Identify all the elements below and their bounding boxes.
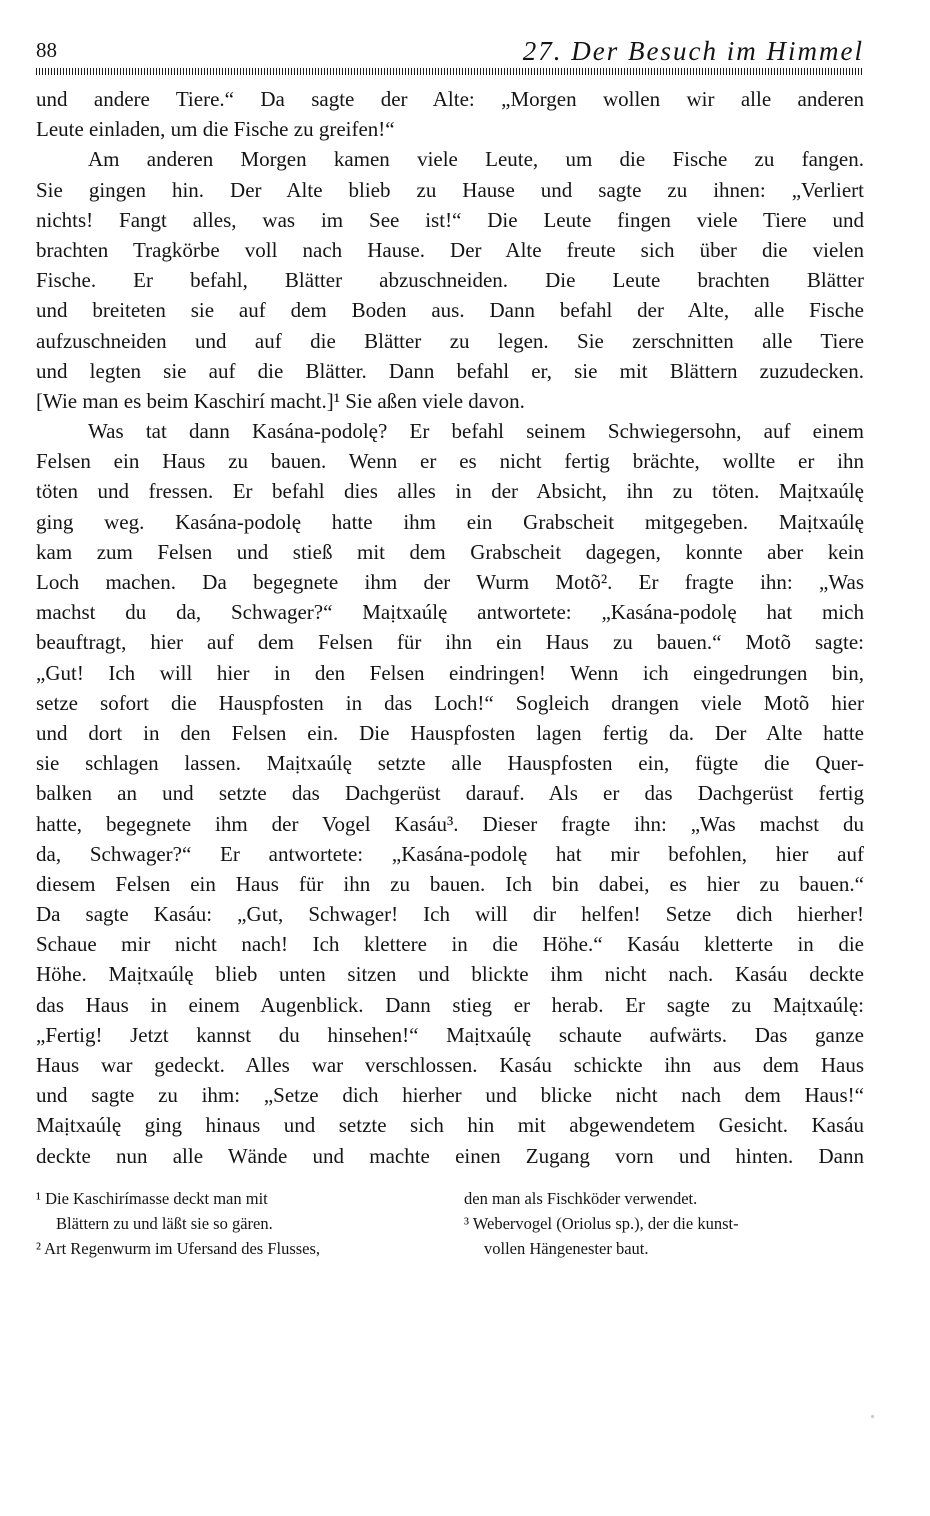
text-line: Leute einladen, um die Fische zu greifen!“ [36,117,395,142]
text-line: das Haus in einem Augenblick. Dann stieg er herab. Er sagte zu Maịtxaúlę: [36,992,864,1017]
text-line: Am anderen Morgen kamen viele Leute, um die Fische zu fangen. [88,147,864,172]
text-line: [Wie man es beim Kaschirí macht.]¹ Sie aßen viele davon. [36,388,525,413]
text-line: aufzuschneiden und auf die Blätter zu legen. Sie zerschnitten alle Tiere [36,328,864,353]
text-line: „Fertig! Jetzt kannst du hinsehen!“ Maịtxaúlę schaute aufwärts. Das ganze [36,1022,864,1047]
text-line: Felsen ein Haus zu bauen. Wenn er es nicht fertig brächte, wollte er ihn [36,449,864,474]
page-header [36,36,864,70]
text-line: und sagte zu ihm: „Setze dich hierher und blicke nicht nach dem Haus!“ [36,1083,864,1108]
text-line: und breiteten sie auf dem Boden aus. Dann befahl der Alte, alle Fische [36,298,864,323]
footnote-2-continued: den man als Fischköder verwendet. [464,1189,698,1208]
footnote-3: ³ Webervogel (Oriolus sp.), der die kunst- [464,1214,739,1233]
text-line: Was tat dann Kasána-podolę? Er befahl seinem Schwiegersohn, auf einem [88,419,864,444]
header-rule [36,68,864,75]
scan-speck [871,1415,874,1418]
footnotes-right-column [464,1186,864,1261]
text-line: nichts! Fangt alles, was im See ist!“ Die Leute fingen viele Tiere und [36,207,864,232]
text-line: Maịtxaúlę ging hinaus und setzte sich hin mit abgewendetem Gesicht. Kasáu [36,1113,864,1138]
text-line: deckte nun alle Wände und machte einen Zugang vorn und hinten. Dann [36,1143,864,1168]
footnote-3-continued: vollen Hängenester baut. [484,1239,649,1258]
footnote-1: ¹ Die Kaschirímasse deckt man mit [36,1189,268,1208]
text-line: Schaue mir nicht nach! Ich klettere in die Höhe.“ Kasáu kletterte in die [36,932,864,957]
text-line: da, Schwager?“ Er antwortete: „Kasána-podolę hat mir befohlen, hier auf [36,841,864,866]
text-line: brachten Tragkörbe voll nach Hause. Der Alte freute sich über die vielen [36,237,864,262]
text-line: und legten sie auf die Blätter. Dann befahl er, sie mit Blättern zuzudecken. [36,358,864,383]
body-text [36,84,864,1171]
text-line: Sie gingen hin. Der Alte blieb zu Hause und sagte zu ihnen: „Verliert [36,177,864,202]
text-line: beauftragt, hier auf dem Felsen für ihn ein Haus zu bauen.“ Motõ sagte: [36,630,864,655]
text-line: Loch machen. Da begegnete ihm der Wurm Motõ². Er fragte ihn: „Was [36,570,864,594]
text-line: „Gut! Ich will hier in den Felsen eindringen! Wenn ich eingedrungen bin, [36,660,864,685]
text-line: balken an und setzte das Dachgerüst darauf. Als er das Dachgerüst fertig [36,781,864,806]
footnote-1-continued: Blättern zu und läßt sie so gären. [56,1214,273,1233]
text-line: ging weg. Kasána-podolę hatte ihm ein Grabscheit mitgegeben. Maịtxaúlę [36,509,864,534]
text-line: kam zum Felsen und stieß mit dem Grabscheit dagegen, konnte aber kein [36,539,864,564]
footnote-2: ² Art Regenwurm im Ufersand des Flusses, [36,1239,321,1258]
text-line: und andere Tiere.“ Da sagte der Alte: „Morgen wollen wir alle anderen [36,87,864,111]
page-number: 88 [36,38,57,62]
text-line: töten und fressen. Er befahl dies alles in der Absicht, ihn zu töten. Maịtxaúlę [36,479,864,504]
text-line: setze sofort die Hauspfosten in das Loch!“ Sogleich drangen viele Motõ hier [36,690,864,715]
running-title: 27. Der Besuch im Himmel [522,36,864,66]
text-line: und dort in den Felsen ein. Die Hauspfosten lagen fertig da. Der Alte hatte [36,720,864,745]
text-line: machst du da, Schwager?“ Maịtxaúlę antwortete: „Kasána-podolę hat mich [36,600,864,625]
text-line: diesem Felsen ein Haus für ihn zu bauen. Ich bin dabei, es hier zu bauen.“ [36,871,864,896]
text-line: sie schlagen lassen. Maịtxaúlę setzte alle Hauspfosten ein, fügte die Quer- [36,751,864,776]
text-line: Da sagte Kasáu: „Gut, Schwager! Ich will dir helfen! Setze dich hierher! [36,902,864,927]
text-line: Höhe. Maịtxaúlę blieb unten sitzen und blickte ihm nicht nach. Kasáu deckte [36,962,864,987]
text-line: Fische. Er befahl, Blätter abzuschneiden. Die Leute brachten Blätter [36,268,864,293]
footnotes-left-column [36,1186,436,1261]
text-line: hatte, begegnete ihm der Vogel Kasáu³. Dieser fragte ihn: „Was machst du [36,811,864,836]
text-line: Haus war gedeckt. Alles war verschlossen. Kasáu schickte ihn aus dem Haus [36,1053,864,1077]
